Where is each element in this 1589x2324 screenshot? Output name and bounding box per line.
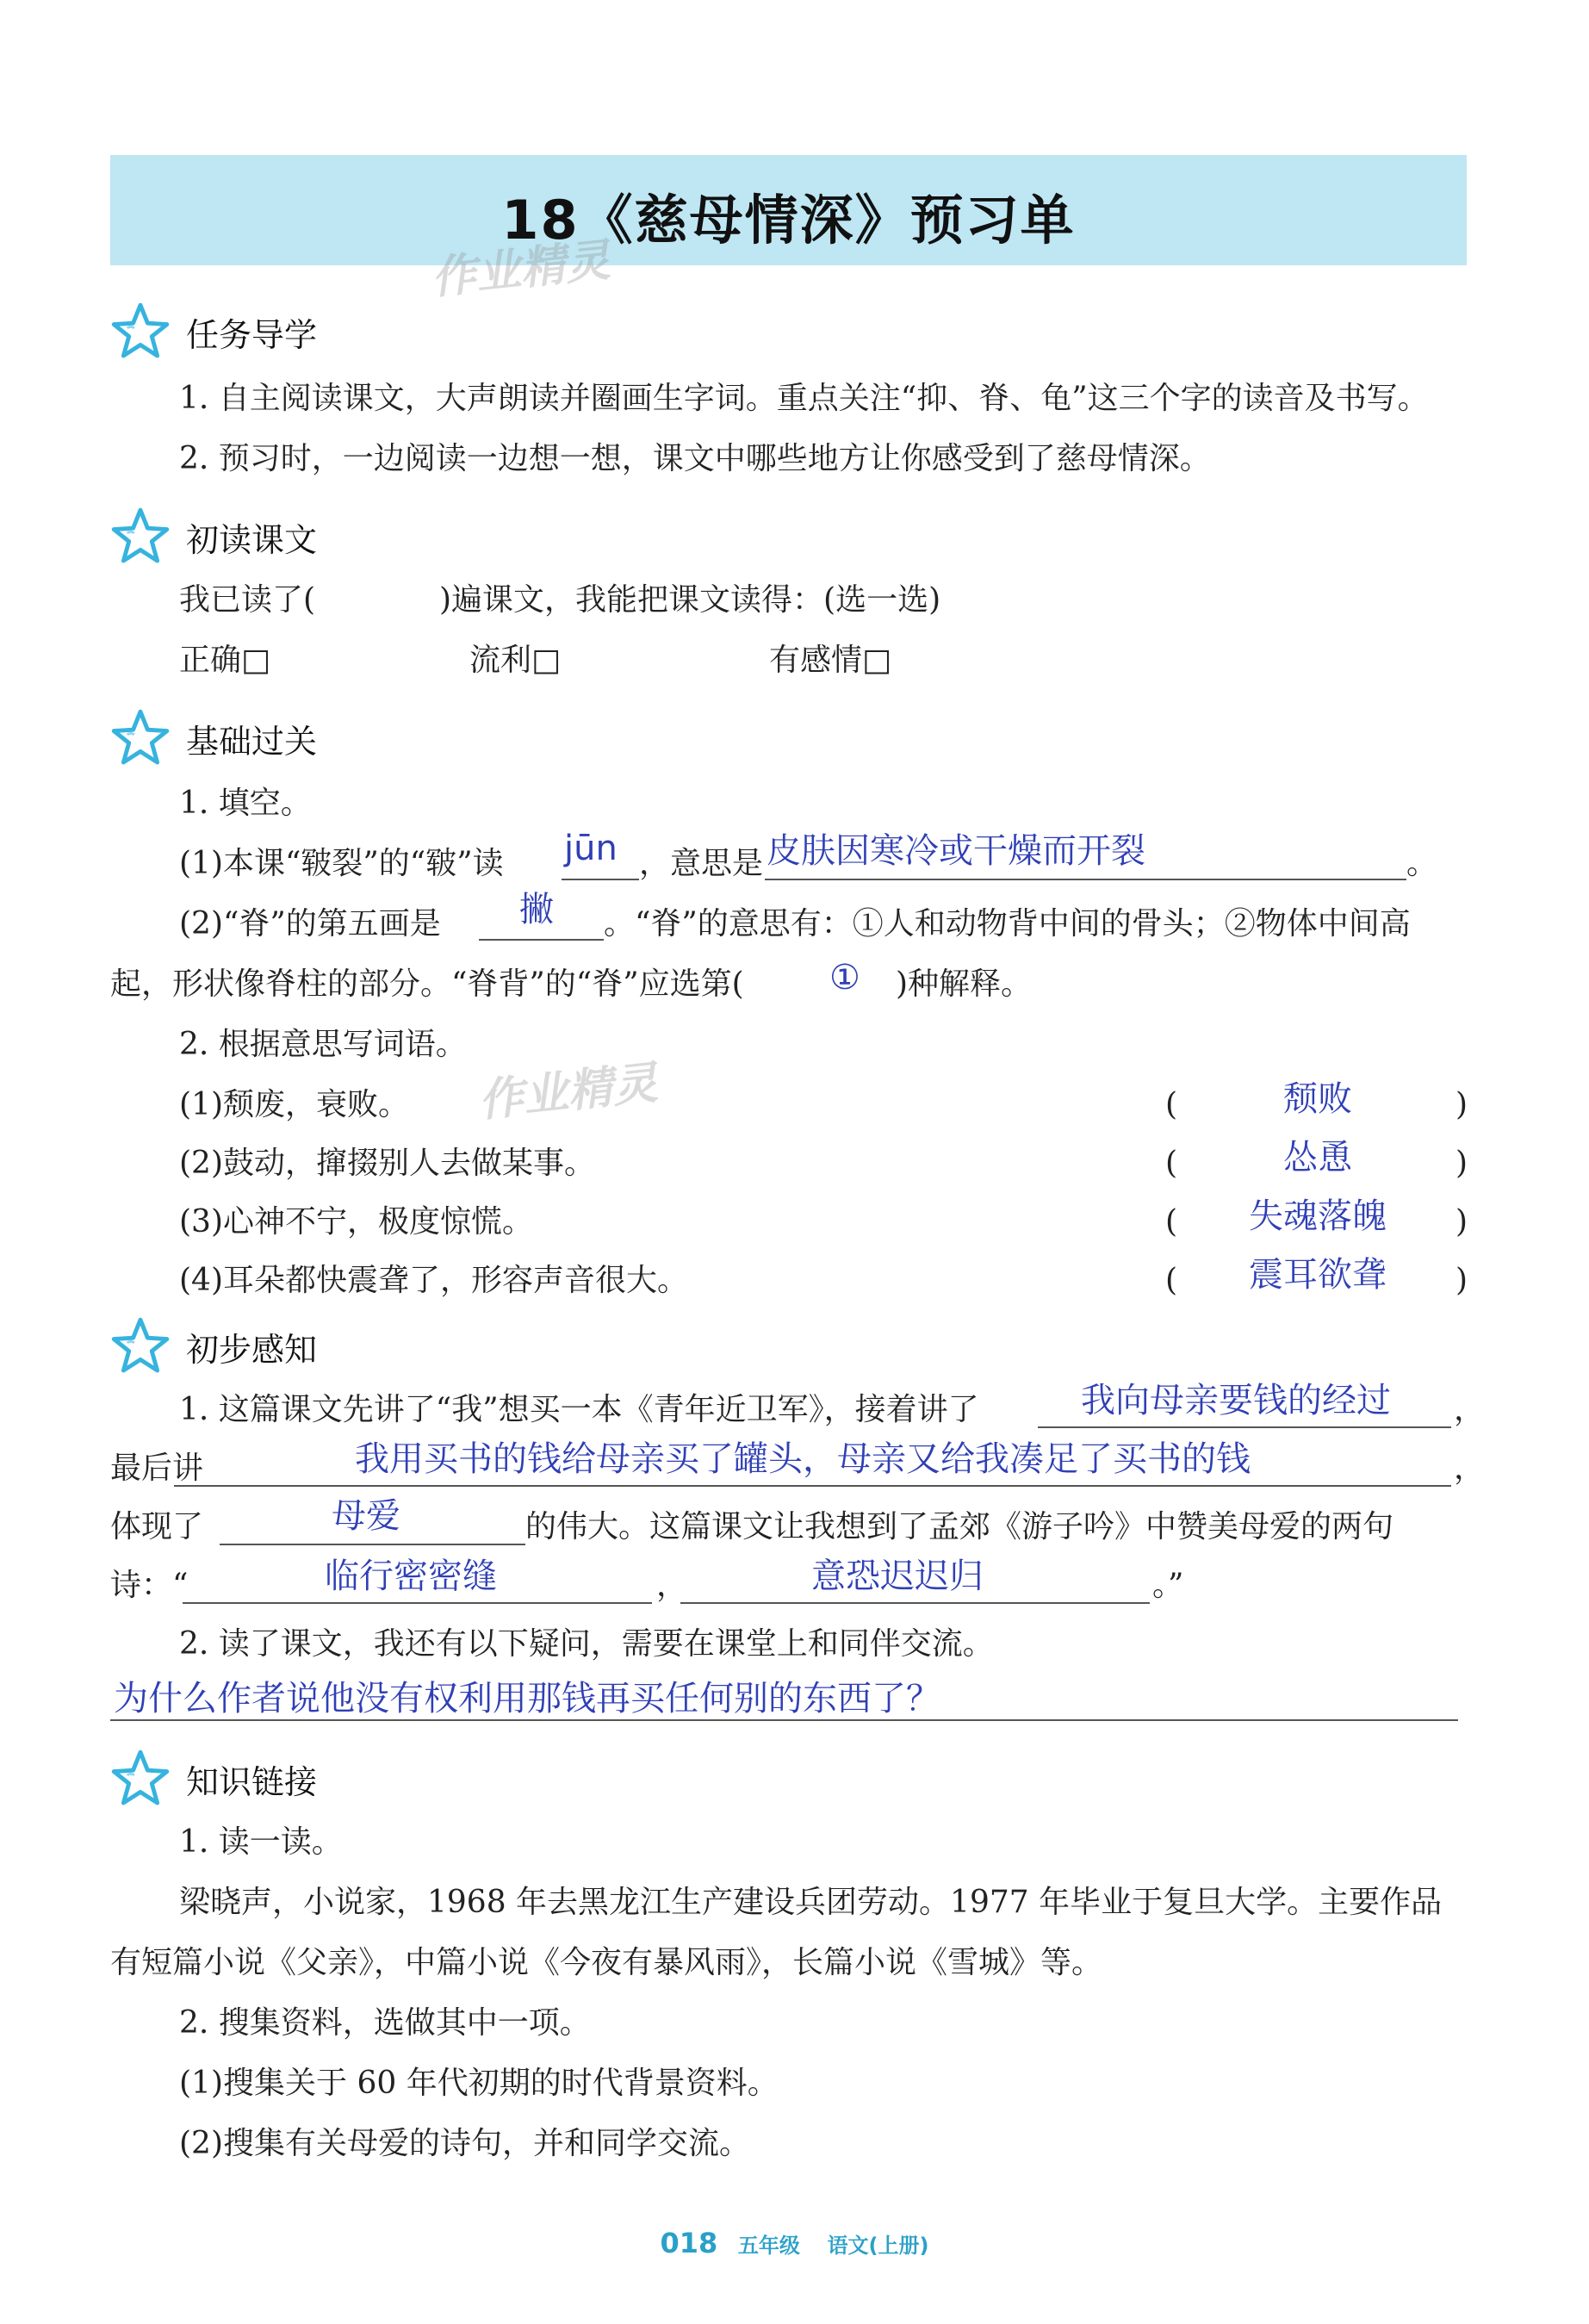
basic-q1-2a: (2)“脊”的第五画是	[179, 906, 441, 941]
star-icon	[110, 708, 171, 768]
watermark: 作业精灵	[429, 234, 613, 305]
paren-close: )	[1456, 1087, 1468, 1122]
handwritten-answer: ①	[829, 958, 860, 997]
handwritten-answer: 撇	[519, 890, 554, 929]
option-correct: 正确□	[179, 643, 271, 678]
paren-close: )	[1456, 1146, 1468, 1181]
section-header-reading	[110, 506, 317, 567]
basic-q2: 2. 根据意思写词语。	[179, 1027, 467, 1062]
star-icon	[110, 506, 171, 567]
handwritten-answer: 我向母亲要钱的经过	[1081, 1381, 1391, 1420]
perceive-line-1b: ，	[1454, 1392, 1486, 1427]
basic-q1-2d: )种解释。	[896, 966, 1033, 1002]
paren-close: )	[1456, 1204, 1468, 1240]
section-title: 初步感知	[186, 1330, 318, 1369]
handwritten-answer: 失魂落魄	[1249, 1196, 1387, 1236]
watermark: 作业精灵	[476, 1057, 661, 1128]
section-title: 任务导学	[186, 315, 318, 354]
paren-open: (	[1165, 1204, 1178, 1240]
answer-underline	[183, 1602, 652, 1604]
perceive-line-3a: 体现了	[110, 1509, 204, 1544]
basic-q1-1b: ，意思是	[639, 846, 764, 881]
handwritten-answer: jūn	[564, 829, 618, 868]
handwritten-answer: 母爱	[332, 1496, 400, 1536]
knowledge-q2: 2. 搜集资料，选做其中一项。	[179, 2005, 591, 2041]
perceive-line-3b: 的伟大。这篇课文让我想到了孟郊《游子吟》中赞美母爱的两句	[525, 1509, 1394, 1544]
guide-line-2: 2. 预习时，一边阅读一边想一想，课文中哪些地方让你感受到了慈母情深。	[179, 441, 1211, 476]
page-title: 18《慈母情深》预习单	[501, 189, 1076, 252]
paren-open: (	[1165, 1263, 1178, 1298]
perceive-line-4c: 。”	[1152, 1568, 1184, 1603]
handwritten-answer: 为什么作者说他没有权利用那钱再买任何别的东西了？	[114, 1679, 940, 1718]
star-icon	[110, 301, 171, 362]
basic-q1-1c: 。	[1406, 846, 1438, 881]
section-header-knowledge	[110, 1749, 317, 1809]
section-title: 知识链接	[186, 1762, 318, 1801]
option-expressive: 有感情□	[769, 643, 892, 678]
answer-underline	[220, 1544, 525, 1545]
handwritten-answer: 震耳欲聋	[1249, 1255, 1387, 1295]
handwritten-answer: 我用买书的钱给母亲买了罐头，母亲又给我凑足了买书的钱	[355, 1439, 1251, 1479]
perceive-line-2b: ，	[1454, 1451, 1486, 1486]
section-header-perceive	[110, 1316, 317, 1376]
handwritten-answer: 临行密密缝	[325, 1557, 497, 1596]
star-icon	[110, 1749, 171, 1809]
answer-underline	[479, 939, 604, 941]
knowledge-o1: (1)搜集关于 60 年代初期的时代背景资料。	[179, 2066, 779, 2101]
handwritten-answer: 皮肤因寒冷或干燥而开裂	[767, 831, 1145, 871]
section-header-guide	[110, 301, 317, 362]
answer-underline	[562, 879, 639, 880]
knowledge-p2: 有短篇小说《父亲》，中篇小说《今夜有暴风雨》，长篇小说《雪城》等。	[110, 1945, 1103, 1980]
basic-q1-1a: (1)本课“皲裂”的“皲”读	[179, 846, 504, 881]
paren-open: (	[1165, 1087, 1178, 1122]
option-fluent: 流利□	[469, 643, 562, 678]
perceive-line-4a: 诗：“	[110, 1568, 189, 1603]
perceive-line-1a: 1. 这篇课文先讲了“我”想买一本《青年近卫军》，接着讲了	[179, 1392, 979, 1427]
vocab-question: (4)耳朵都快震聋了，形容声音很大。	[179, 1263, 688, 1298]
vocab-question: (1)颓废，衰败。	[179, 1087, 409, 1122]
title-banner	[110, 155, 1467, 265]
guide-line-1: 1. 自主阅读课文，大声朗读并圈画生字词。重点关注“抑、脊、龟”这三个字的读音及书写。	[179, 381, 1429, 416]
reading-line-a: 我已读了(	[179, 582, 316, 618]
handwritten-answer: 意恐迟迟归	[811, 1557, 984, 1596]
handwritten-answer: 怂恿	[1283, 1138, 1352, 1178]
page-number: 018	[660, 2227, 718, 2259]
paren-close: )	[1456, 1263, 1468, 1298]
perceive-q2: 2. 读了课文，我还有以下疑问，需要在课堂上和同伴交流。	[179, 1626, 994, 1662]
answer-underline	[680, 1602, 1150, 1604]
knowledge-q1: 1. 读一读。	[179, 1824, 343, 1860]
paren-open: (	[1165, 1146, 1178, 1181]
star-icon	[110, 1316, 171, 1376]
subject-label: 语文(上册)	[827, 2234, 929, 2258]
reading-line-b: )遍课文，我能把课文读得：(选一选)	[439, 582, 941, 618]
section-title: 初读课文	[186, 520, 318, 559]
perceive-line-4b: ，	[656, 1568, 688, 1603]
answer-underline	[174, 1485, 1451, 1487]
handwritten-answer: 颓败	[1283, 1079, 1352, 1119]
knowledge-o2: (2)搜集有关母爱的诗句，并和同学交流。	[179, 2126, 750, 2161]
basic-q1-2b: 。“脊”的意思有：①人和动物背中间的骨头；②物体中间高	[604, 906, 1411, 941]
answer-underline	[765, 879, 1406, 880]
perceive-line-2a: 最后讲	[110, 1451, 204, 1486]
answer-underline	[110, 1719, 1458, 1721]
answer-underline	[1038, 1426, 1451, 1428]
vocab-question: (3)心神不宁，极度惊慌。	[179, 1204, 533, 1240]
section-header-basic	[110, 708, 317, 768]
basic-q1: 1. 填空。	[179, 786, 312, 821]
knowledge-p1: 梁晓声，小说家，1968 年去黑龙江生产建设兵团劳动。1977 年毕业于复旦大学。主要作品	[179, 1885, 1443, 1920]
vocab-question: (2)鼓动，撺掇别人去做某事。	[179, 1146, 595, 1181]
section-title: 基础过关	[186, 722, 318, 761]
basic-q1-2c: 起，形状像脊柱的部分。“脊背”的“脊”应选第(	[110, 966, 744, 1002]
grade-label: 五年级	[737, 2234, 800, 2258]
page-footer	[0, 2227, 1589, 2259]
